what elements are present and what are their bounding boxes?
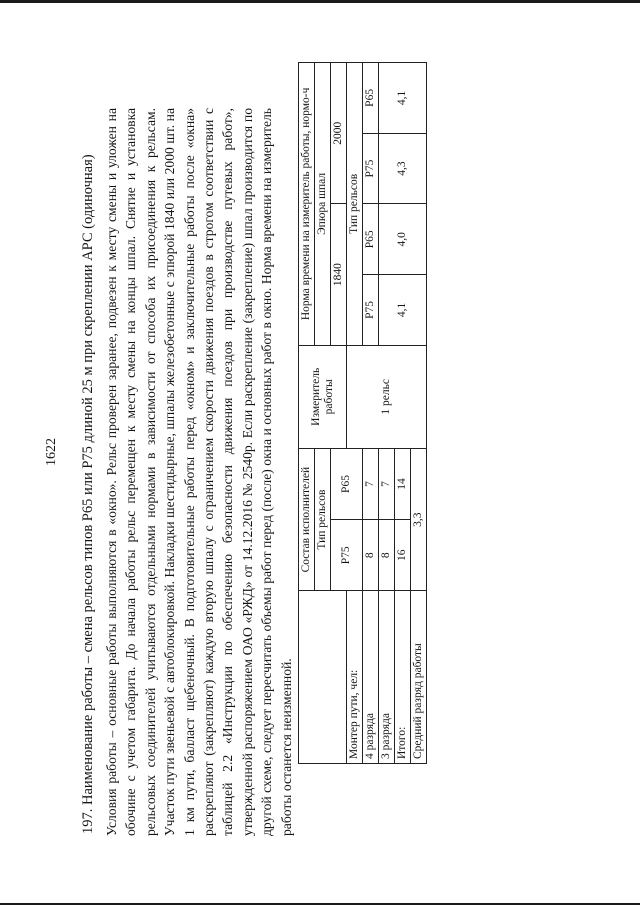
cell-unit: 1 рельс	[347, 345, 427, 448]
scan-edge-top	[0, 0, 640, 3]
header-crew-empty	[299, 591, 347, 764]
header-unit: Измеритель работы	[299, 345, 347, 448]
table-header-row-1	[299, 63, 315, 764]
header-2000-p75: Р75	[363, 133, 379, 204]
row-label-track-workers: Монтер пути, чел:	[347, 591, 363, 764]
cell-avg-grade: 3,3	[411, 448, 427, 591]
header-2000-p65: Р65	[363, 63, 379, 134]
cell-grade4-p75: 8	[363, 520, 379, 591]
cell-norm-2000-p75: 4,3	[379, 133, 427, 204]
work-conditions-paragraph: Условия работы – основные работы выполняются в «окно». Рельс проверен заранее, подвезен к месту смены и уложен на обочине с учетом габарита. До начала работы рельс перемещен к месту смены на концы шпал. Снятие и установка рельсовых соединителей учитываются отдельными нормами в зависимости от способа их присоединения к рельсам. Участок пути звеньевой с автоблокировкой. Накладки шестидырные, шпалы железобетонные с эпюрой 1840 или 2000 шт. на 1 км пути, балласт щебеночный. В подготовительные работы перед «окном» и заключительные работы после «окна» раскрепляют (закрепляют) каждую вторую шпалу с ограничением скорости движения поездов в строгом соответствии с таблицей 2.2 «Инструкции по обеспечению безопасности движения поездов при производстве путевых работ», утвержденной распоряжением ОАО «РЖД» от 14.12.2016 № 2540р. Если раскрепление (закрепление) шпал производится по другой схеме, следует пересчитать объемы работ перед (после) окна и основных работ в окно. Норма времени на измеритель работы останется неизменной.	[104, 108, 294, 836]
header-p65: Р65	[331, 448, 363, 519]
row-label-avg-grade: Средний разряд работы	[411, 591, 427, 764]
header-crew: Состав исполнителей	[299, 448, 315, 591]
cell-grade3-p65: 7	[379, 448, 395, 519]
header-norm: Норма времени на измеритель работы, нормо-ч	[299, 63, 315, 346]
header-p75: Р75	[331, 520, 363, 591]
time-norm-table	[298, 62, 427, 764]
header-epure-1840: 1840	[331, 204, 347, 345]
rotated-page	[40, 62, 600, 842]
header-1840-p75: Р75	[363, 275, 379, 346]
header-rail-type: Тип рельсов	[315, 448, 331, 591]
cell-grade4-p65: 7	[363, 448, 379, 519]
cell-norm-1840-p75: 4,1	[379, 275, 427, 346]
row-label-grade4: 4 разряда	[363, 591, 379, 764]
header-rail-type-2: Тип рельсов	[347, 63, 363, 346]
cell-norm-1840-p65: 4,0	[379, 204, 427, 275]
work-conditions-text	[102, 108, 296, 836]
row-label-grade3: 3 разряда	[379, 591, 395, 764]
cell-norm-2000-p65: 4,1	[379, 63, 427, 134]
table-row-track-workers	[347, 63, 363, 764]
header-1840-p65: Р65	[363, 204, 379, 275]
header-epure-2000: 2000	[331, 63, 347, 204]
cell-total-p75: 16	[395, 520, 411, 591]
cell-grade3-p75: 8	[379, 520, 395, 591]
section-heading: 197. Наименование работы – смена рельсов типов Р65 или Р75 длиной 25 м при скреплении АРС (одиночная)	[80, 154, 96, 834]
row-label-total: Итого:	[395, 591, 411, 764]
cell-total-p65: 14	[395, 448, 411, 519]
page-number: 1622	[44, 438, 59, 466]
header-epure: Эпюра шпал	[315, 63, 331, 346]
